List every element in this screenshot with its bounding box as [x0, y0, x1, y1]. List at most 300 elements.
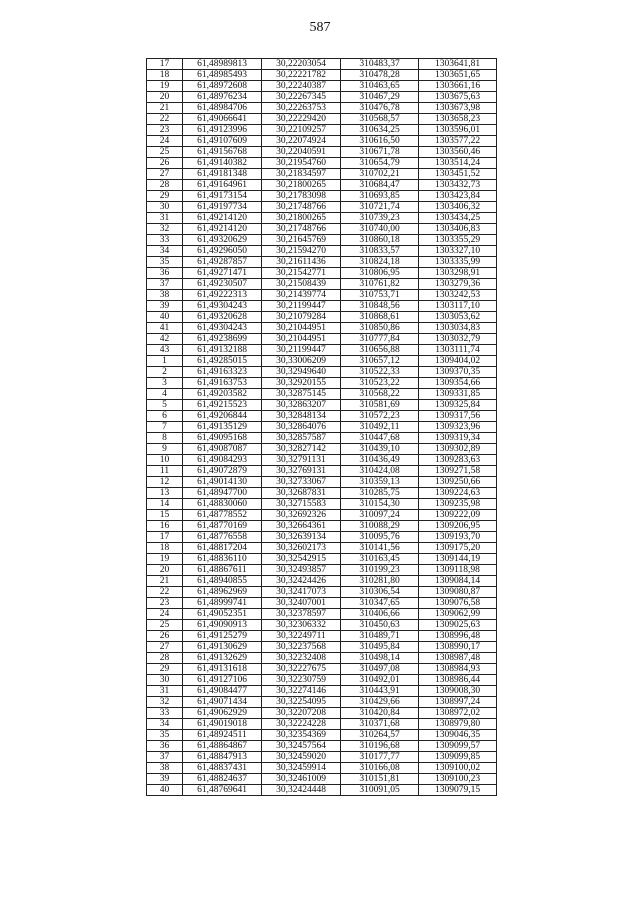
longitude-cell: 30,32875145	[262, 389, 341, 400]
point-number-cell: 18	[147, 543, 183, 554]
point-number-cell: 29	[147, 191, 183, 202]
table-row	[147, 92, 497, 103]
latitude-cell: 61,49287857	[183, 257, 262, 268]
y-coordinate-cell: 1309271,58	[419, 466, 497, 477]
point-number-cell: 34	[147, 719, 183, 730]
x-coordinate-cell: 310761,82	[341, 279, 419, 290]
longitude-cell: 30,32542915	[262, 554, 341, 565]
table-row	[147, 279, 497, 290]
point-number-cell: 35	[147, 257, 183, 268]
point-number-cell: 10	[147, 455, 183, 466]
y-coordinate-cell: 1309175,20	[419, 543, 497, 554]
x-coordinate-cell: 310693,85	[341, 191, 419, 202]
latitude-cell: 61,49123996	[183, 125, 262, 136]
point-number-cell: 23	[147, 125, 183, 136]
table-row	[147, 136, 497, 147]
longitude-cell: 30,21800265	[262, 180, 341, 191]
longitude-cell: 30,32602173	[262, 543, 341, 554]
y-coordinate-cell: 1303034,83	[419, 323, 497, 334]
x-coordinate-cell: 310492,11	[341, 422, 419, 433]
y-coordinate-cell: 1309354,66	[419, 378, 497, 389]
table-row	[147, 125, 497, 136]
table-row	[147, 433, 497, 444]
longitude-cell: 30,32424426	[262, 576, 341, 587]
y-coordinate-cell: 1308986,44	[419, 675, 497, 686]
latitude-cell: 61,49132629	[183, 653, 262, 664]
latitude-cell: 61,49087087	[183, 444, 262, 455]
point-number-cell: 31	[147, 213, 183, 224]
y-coordinate-cell: 1308996,48	[419, 631, 497, 642]
table-row	[147, 444, 497, 455]
longitude-cell: 30,32207208	[262, 708, 341, 719]
point-number-cell: 19	[147, 554, 183, 565]
latitude-cell: 61,49156768	[183, 147, 262, 158]
latitude-cell: 61,49090913	[183, 620, 262, 631]
x-coordinate-cell: 310740,00	[341, 224, 419, 235]
x-coordinate-cell: 310848,56	[341, 301, 419, 312]
table-row	[147, 499, 497, 510]
table-row	[147, 169, 497, 180]
x-coordinate-cell: 310671,78	[341, 147, 419, 158]
table-row	[147, 312, 497, 323]
x-coordinate-cell: 310097,24	[341, 510, 419, 521]
y-coordinate-cell: 1303327,10	[419, 246, 497, 257]
y-coordinate-cell: 1303434,25	[419, 213, 497, 224]
y-coordinate-cell: 1309224,63	[419, 488, 497, 499]
longitude-cell: 30,32664361	[262, 521, 341, 532]
y-coordinate-cell: 1303298,91	[419, 268, 497, 279]
table-row	[147, 455, 497, 466]
x-coordinate-cell: 310424,08	[341, 466, 419, 477]
latitude-cell: 61,49125279	[183, 631, 262, 642]
point-number-cell: 16	[147, 521, 183, 532]
x-coordinate-cell: 310436,49	[341, 455, 419, 466]
y-coordinate-cell: 1309319,34	[419, 433, 497, 444]
longitude-cell: 30,21783098	[262, 191, 341, 202]
x-coordinate-cell: 310420,84	[341, 708, 419, 719]
y-coordinate-cell: 1308972,02	[419, 708, 497, 719]
longitude-cell: 30,32639134	[262, 532, 341, 543]
longitude-cell: 30,32457564	[262, 741, 341, 752]
longitude-cell: 30,22074924	[262, 136, 341, 147]
y-coordinate-cell: 1303577,22	[419, 136, 497, 147]
longitude-cell: 30,21954760	[262, 158, 341, 169]
table-row	[147, 631, 497, 642]
latitude-cell: 61,49131618	[183, 664, 262, 675]
point-number-cell: 36	[147, 741, 183, 752]
point-number-cell: 19	[147, 81, 183, 92]
point-number-cell: 5	[147, 400, 183, 411]
longitude-cell: 30,32857587	[262, 433, 341, 444]
latitude-cell: 61,49296050	[183, 246, 262, 257]
table-row	[147, 532, 497, 543]
point-number-cell: 34	[147, 246, 183, 257]
point-number-cell: 41	[147, 323, 183, 334]
x-coordinate-cell: 310095,76	[341, 532, 419, 543]
latitude-cell: 61,49095168	[183, 433, 262, 444]
longitude-cell: 30,22240387	[262, 81, 341, 92]
table-row	[147, 543, 497, 554]
point-number-cell: 6	[147, 411, 183, 422]
table-row	[147, 268, 497, 279]
latitude-cell: 61,49163323	[183, 367, 262, 378]
y-coordinate-cell: 1303651,65	[419, 70, 497, 81]
point-number-cell: 32	[147, 697, 183, 708]
table-row	[147, 246, 497, 257]
y-coordinate-cell: 1303406,83	[419, 224, 497, 235]
x-coordinate-cell: 310141,56	[341, 543, 419, 554]
latitude-cell: 61,48824637	[183, 774, 262, 785]
table-row	[147, 411, 497, 422]
longitude-cell: 30,32687831	[262, 488, 341, 499]
latitude-cell: 61,48972608	[183, 81, 262, 92]
longitude-cell: 30,32493857	[262, 565, 341, 576]
table-row	[147, 400, 497, 411]
point-number-cell: 12	[147, 477, 183, 488]
table-row	[147, 345, 497, 356]
table-row	[147, 763, 497, 774]
x-coordinate-cell: 310572,23	[341, 411, 419, 422]
longitude-cell: 30,32354369	[262, 730, 341, 741]
point-number-cell: 17	[147, 532, 183, 543]
longitude-cell: 30,32249711	[262, 631, 341, 642]
latitude-cell: 61,49214120	[183, 213, 262, 224]
y-coordinate-cell: 1309370,35	[419, 367, 497, 378]
x-coordinate-cell: 310702,21	[341, 169, 419, 180]
y-coordinate-cell: 1303053,62	[419, 312, 497, 323]
y-coordinate-cell: 1303432,73	[419, 180, 497, 191]
latitude-cell: 61,49072879	[183, 466, 262, 477]
x-coordinate-cell: 310522,33	[341, 367, 419, 378]
y-coordinate-cell: 1303279,36	[419, 279, 497, 290]
point-number-cell: 26	[147, 158, 183, 169]
table-row	[147, 609, 497, 620]
table-row	[147, 697, 497, 708]
point-number-cell: 22	[147, 587, 183, 598]
x-coordinate-cell: 310154,30	[341, 499, 419, 510]
x-coordinate-cell: 310777,84	[341, 334, 419, 345]
x-coordinate-cell: 310306,54	[341, 587, 419, 598]
y-coordinate-cell: 1309323,96	[419, 422, 497, 433]
latitude-cell: 61,48770169	[183, 521, 262, 532]
x-coordinate-cell: 310568,22	[341, 389, 419, 400]
x-coordinate-cell: 310497,08	[341, 664, 419, 675]
x-coordinate-cell: 310581,69	[341, 400, 419, 411]
longitude-cell: 30,21044951	[262, 323, 341, 334]
latitude-cell: 61,49052351	[183, 609, 262, 620]
longitude-cell: 30,22267345	[262, 92, 341, 103]
latitude-cell: 61,49084477	[183, 686, 262, 697]
point-number-cell: 36	[147, 268, 183, 279]
latitude-cell: 61,48867611	[183, 565, 262, 576]
table-row	[147, 323, 497, 334]
longitude-cell: 30,32237568	[262, 642, 341, 653]
y-coordinate-cell: 1309079,15	[419, 785, 497, 796]
point-number-cell: 17	[147, 59, 183, 70]
table-row	[147, 367, 497, 378]
x-coordinate-cell: 310264,57	[341, 730, 419, 741]
table-row	[147, 477, 497, 488]
x-coordinate-cell: 310523,22	[341, 378, 419, 389]
point-number-cell: 32	[147, 224, 183, 235]
table-row	[147, 378, 497, 389]
x-coordinate-cell: 310483,37	[341, 59, 419, 70]
table-row	[147, 70, 497, 81]
point-number-cell: 40	[147, 312, 183, 323]
longitude-cell: 30,32459914	[262, 763, 341, 774]
y-coordinate-cell: 1308979,80	[419, 719, 497, 730]
point-number-cell: 38	[147, 763, 183, 774]
x-coordinate-cell: 310091,05	[341, 785, 419, 796]
point-number-cell: 20	[147, 92, 183, 103]
y-coordinate-cell: 1308984,93	[419, 664, 497, 675]
x-coordinate-cell: 310447,68	[341, 433, 419, 444]
latitude-cell: 61,49140382	[183, 158, 262, 169]
table-row	[147, 576, 497, 587]
table-row	[147, 301, 497, 312]
table-row	[147, 752, 497, 763]
table-row	[147, 664, 497, 675]
table-row	[147, 686, 497, 697]
y-coordinate-cell: 1303111,74	[419, 345, 497, 356]
latitude-cell: 61,48847913	[183, 752, 262, 763]
y-coordinate-cell: 1309283,63	[419, 455, 497, 466]
longitude-cell: 30,32378597	[262, 609, 341, 620]
longitude-cell: 30,32407001	[262, 598, 341, 609]
y-coordinate-cell: 1309404,02	[419, 356, 497, 367]
y-coordinate-cell: 1303641,81	[419, 59, 497, 70]
longitude-cell: 30,21199447	[262, 301, 341, 312]
longitude-cell: 30,21748766	[262, 224, 341, 235]
point-number-cell: 37	[147, 752, 183, 763]
table-row	[147, 565, 497, 576]
latitude-cell: 61,49066641	[183, 114, 262, 125]
point-number-cell: 15	[147, 510, 183, 521]
coordinates-table	[146, 58, 497, 796]
table-row	[147, 224, 497, 235]
latitude-cell: 61,48989813	[183, 59, 262, 70]
longitude-cell: 30,32417073	[262, 587, 341, 598]
x-coordinate-cell: 310850,86	[341, 323, 419, 334]
longitude-cell: 30,32827142	[262, 444, 341, 455]
y-coordinate-cell: 1309250,66	[419, 477, 497, 488]
y-coordinate-cell: 1309235,98	[419, 499, 497, 510]
y-coordinate-cell: 1309331,85	[419, 389, 497, 400]
longitude-cell: 30,32733067	[262, 477, 341, 488]
y-coordinate-cell: 1309099,57	[419, 741, 497, 752]
point-number-cell: 39	[147, 774, 183, 785]
longitude-cell: 30,32459020	[262, 752, 341, 763]
point-number-cell: 9	[147, 444, 183, 455]
y-coordinate-cell: 1303355,29	[419, 235, 497, 246]
x-coordinate-cell: 310467,29	[341, 92, 419, 103]
table-row	[147, 521, 497, 532]
y-coordinate-cell: 1309144,19	[419, 554, 497, 565]
y-coordinate-cell: 1303560,46	[419, 147, 497, 158]
point-number-cell: 1	[147, 356, 183, 367]
point-number-cell: 30	[147, 202, 183, 213]
latitude-cell: 61,49285015	[183, 356, 262, 367]
longitude-cell: 30,22221782	[262, 70, 341, 81]
table-row	[147, 598, 497, 609]
latitude-cell: 61,49214120	[183, 224, 262, 235]
x-coordinate-cell: 310199,23	[341, 565, 419, 576]
point-number-cell: 20	[147, 565, 183, 576]
table-row	[147, 334, 497, 345]
y-coordinate-cell: 1303675,63	[419, 92, 497, 103]
x-coordinate-cell: 310721,74	[341, 202, 419, 213]
longitude-cell: 30,21834597	[262, 169, 341, 180]
longitude-cell: 30,32274146	[262, 686, 341, 697]
y-coordinate-cell: 1309099,85	[419, 752, 497, 763]
y-coordinate-cell: 1303658,23	[419, 114, 497, 125]
latitude-cell: 61,48924511	[183, 730, 262, 741]
latitude-cell: 61,49062929	[183, 708, 262, 719]
x-coordinate-cell: 310285,75	[341, 488, 419, 499]
table-row	[147, 158, 497, 169]
longitude-cell: 30,32863207	[262, 400, 341, 411]
point-number-cell: 28	[147, 653, 183, 664]
longitude-cell: 30,32227675	[262, 664, 341, 675]
longitude-cell: 30,22109257	[262, 125, 341, 136]
longitude-cell: 30,21611436	[262, 257, 341, 268]
x-coordinate-cell: 310568,57	[341, 114, 419, 125]
y-coordinate-cell: 1308990,17	[419, 642, 497, 653]
latitude-cell: 61,48769641	[183, 785, 262, 796]
longitude-cell: 30,22040591	[262, 147, 341, 158]
longitude-cell: 30,32864076	[262, 422, 341, 433]
latitude-cell: 61,48776558	[183, 532, 262, 543]
table-row	[147, 213, 497, 224]
latitude-cell: 61,48836110	[183, 554, 262, 565]
x-coordinate-cell: 310088,29	[341, 521, 419, 532]
latitude-cell: 61,49222313	[183, 290, 262, 301]
x-coordinate-cell: 310753,71	[341, 290, 419, 301]
longitude-cell: 30,32715583	[262, 499, 341, 510]
latitude-cell: 61,49197734	[183, 202, 262, 213]
longitude-cell: 30,32848134	[262, 411, 341, 422]
longitude-cell: 30,21044951	[262, 334, 341, 345]
longitude-cell: 30,33006209	[262, 356, 341, 367]
table-row	[147, 774, 497, 785]
longitude-cell: 30,32791131	[262, 455, 341, 466]
y-coordinate-cell: 1309193,70	[419, 532, 497, 543]
y-coordinate-cell: 1309046,35	[419, 730, 497, 741]
latitude-cell: 61,49164961	[183, 180, 262, 191]
latitude-cell: 61,49238699	[183, 334, 262, 345]
x-coordinate-cell: 310406,66	[341, 609, 419, 620]
point-number-cell: 23	[147, 598, 183, 609]
x-coordinate-cell: 310429,66	[341, 697, 419, 708]
y-coordinate-cell: 1309008,30	[419, 686, 497, 697]
y-coordinate-cell: 1309080,87	[419, 587, 497, 598]
x-coordinate-cell: 310656,88	[341, 345, 419, 356]
table-row	[147, 147, 497, 158]
table-row	[147, 510, 497, 521]
y-coordinate-cell: 1303423,84	[419, 191, 497, 202]
table-row	[147, 81, 497, 92]
point-number-cell: 4	[147, 389, 183, 400]
longitude-cell: 30,22229420	[262, 114, 341, 125]
point-number-cell: 13	[147, 488, 183, 499]
longitude-cell: 30,32920155	[262, 378, 341, 389]
table-row	[147, 653, 497, 664]
latitude-cell: 61,49107609	[183, 136, 262, 147]
x-coordinate-cell: 310478,28	[341, 70, 419, 81]
point-number-cell: 21	[147, 103, 183, 114]
latitude-cell: 61,48830060	[183, 499, 262, 510]
table-row	[147, 114, 497, 125]
point-number-cell: 21	[147, 576, 183, 587]
table-row	[147, 59, 497, 70]
table-row	[147, 708, 497, 719]
y-coordinate-cell: 1303451,52	[419, 169, 497, 180]
page-number: 587	[309, 20, 331, 35]
y-coordinate-cell: 1309025,63	[419, 620, 497, 631]
latitude-cell: 61,49071434	[183, 697, 262, 708]
x-coordinate-cell: 310163,45	[341, 554, 419, 565]
x-coordinate-cell: 310489,71	[341, 631, 419, 642]
x-coordinate-cell: 310281,80	[341, 576, 419, 587]
x-coordinate-cell: 310151,81	[341, 774, 419, 785]
longitude-cell: 30,22203054	[262, 59, 341, 70]
latitude-cell: 61,49163753	[183, 378, 262, 389]
x-coordinate-cell: 310359,13	[341, 477, 419, 488]
table-row	[147, 466, 497, 477]
point-number-cell: 37	[147, 279, 183, 290]
table-row	[147, 103, 497, 114]
longitude-cell: 30,32232408	[262, 653, 341, 664]
longitude-cell: 30,21594270	[262, 246, 341, 257]
longitude-cell: 30,32424448	[262, 785, 341, 796]
y-coordinate-cell: 1309100,02	[419, 763, 497, 774]
latitude-cell: 61,49304243	[183, 323, 262, 334]
y-coordinate-cell: 1303242,53	[419, 290, 497, 301]
longitude-cell: 30,32692326	[262, 510, 341, 521]
y-coordinate-cell: 1303406,32	[419, 202, 497, 213]
latitude-cell: 61,49230507	[183, 279, 262, 290]
longitude-cell: 30,32306332	[262, 620, 341, 631]
table-row	[147, 730, 497, 741]
point-number-cell: 38	[147, 290, 183, 301]
point-number-cell: 26	[147, 631, 183, 642]
latitude-cell: 61,49173154	[183, 191, 262, 202]
point-number-cell: 28	[147, 180, 183, 191]
y-coordinate-cell: 1309325,84	[419, 400, 497, 411]
point-number-cell: 42	[147, 334, 183, 345]
x-coordinate-cell: 310177,77	[341, 752, 419, 763]
point-number-cell: 33	[147, 708, 183, 719]
latitude-cell: 61,49130629	[183, 642, 262, 653]
x-coordinate-cell: 310824,18	[341, 257, 419, 268]
point-number-cell: 22	[147, 114, 183, 125]
x-coordinate-cell: 310495,84	[341, 642, 419, 653]
y-coordinate-cell: 1309062,99	[419, 609, 497, 620]
longitude-cell: 30,21748766	[262, 202, 341, 213]
x-coordinate-cell: 310450,63	[341, 620, 419, 631]
x-coordinate-cell: 310739,23	[341, 213, 419, 224]
table-row	[147, 257, 497, 268]
latitude-cell: 61,48817204	[183, 543, 262, 554]
latitude-cell: 61,49320628	[183, 312, 262, 323]
longitude-cell: 30,32949640	[262, 367, 341, 378]
x-coordinate-cell: 310684,47	[341, 180, 419, 191]
latitude-cell: 61,48837431	[183, 763, 262, 774]
latitude-cell: 61,48864867	[183, 741, 262, 752]
y-coordinate-cell: 1308987,48	[419, 653, 497, 664]
table-row	[147, 191, 497, 202]
x-coordinate-cell: 310443,91	[341, 686, 419, 697]
